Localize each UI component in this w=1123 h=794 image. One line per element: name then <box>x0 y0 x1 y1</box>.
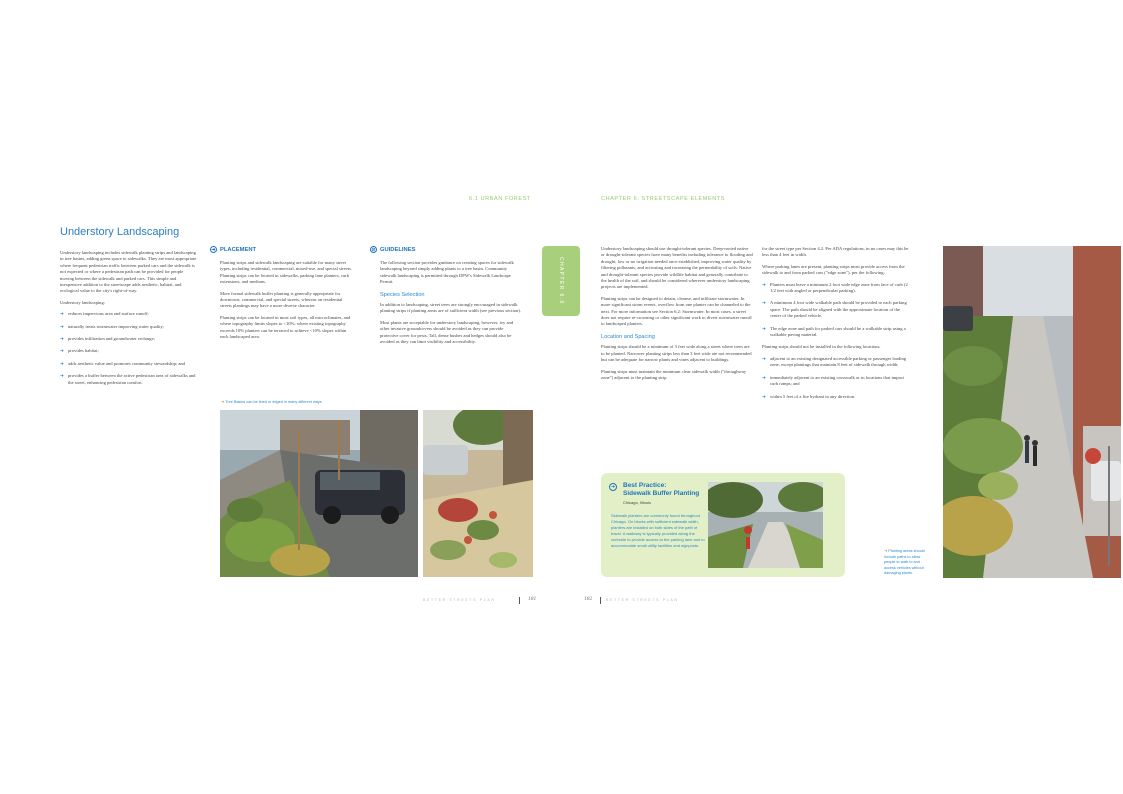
best-practice-box <box>601 473 845 577</box>
chapter-tab: CHAPTER 6.0 <box>542 246 580 316</box>
photo-caption-left: ➜ Tree Basins can be lined or edged in many different ways <box>221 400 322 404</box>
arrow-icon: ➜ <box>884 549 888 553</box>
guidelines-heading: ⊘ GUIDELINES <box>371 246 416 253</box>
intro-paragraph: Understory landscaping includes sidewalk planting strips and landscaping in tree basins, adding green space to sidewalks. They are most appropriate where frequent pedestrian traffic between parked cars and the sidewalk is not expected or where a pedestrian path can be provided for people moving between the sidewalk and parked cars. This simple and inexpensive addition to the streetscape adds aesthetic, habitat, and ecological value to the city's right-of-way. <box>60 250 197 294</box>
location-heading: Location and Spacing <box>601 333 655 340</box>
arrow-circle-icon: ➜ <box>610 484 616 490</box>
list-item: ➜ within 5 feet of a fire hydrant in any direction. <box>762 394 910 400</box>
photo-caption-right: ➜ Planting areas should include paths to allow people to walk to and access vehicles without damaging plants. <box>884 549 925 575</box>
placement-heading: ➜ PLACEMENT <box>211 246 257 253</box>
chicago-planter-image <box>708 482 823 568</box>
body-paragraph: Planting strips can be designed to detain, cleanse, and infiltrate stormwater. In more significant storm events, overflow from one planter can be channeled to the next. For more information see Section 6.2: Stormwater. In most cases, a street does not require re-crowning or other significant work to divert stormwater runoff to landscaped planters. <box>601 295 752 327</box>
right-column-2 <box>762 246 910 406</box>
body-paragraph: Planting strips should not be installed in the following locations: <box>762 344 881 350</box>
edge-zone-list <box>762 282 910 339</box>
list-item: ➜ A minimum 4 foot wide walkable path should be provided to each parking space. The path should be aligned with the approximate location of the center of the parked vehicle. <box>762 300 910 319</box>
sidewalk-planting-image <box>220 410 418 577</box>
list-item: ➜ provides a buffer between the active pedestrian area of sidewalks and the street, enhancing pedestrian comfort. <box>60 373 198 386</box>
page-number-left: 181 <box>528 596 537 602</box>
photo-long-sidewalk <box>943 246 1121 578</box>
front-yard-planting-image <box>423 410 533 577</box>
best-practice-text: Sidewalk planters are commonly found throughout Chicago. On blocks with sufficient sidewalk width, planters are installed on both sides of the path of travel. A walkway is typically provided along the curbside to provide access to the parking lane and to accommodate small utility facilities and signposts. <box>611 513 705 548</box>
body-paragraph: Understory landscaping should use drought-tolerant species. Deep-rooted native or drought-tolerant species have many benefits including tolerance to flooding and drought, low or no irrigation needed once established, improving water quality by filtering pollutants, and activating and increasing the permeability of soils. Native and drought-tolerant species provide wildlife habitat and generally contribute to the health of the soil, and should be considered wherever understory landscaping projects are implemented. <box>601 246 753 290</box>
photo-chicago-planter <box>708 482 823 568</box>
compass-icon: ➜ <box>211 246 216 253</box>
locations-list <box>762 356 910 400</box>
location-paragraph: Planting strips should be a minimum of 3 feet wide along a street where trees are to be planted. Narrower planting strips less than 3 feet wide are not recommended but can be adequate for narrow plants and vines adjacent to buildings. <box>601 344 752 363</box>
list-item: ➜ adds aesthetic value and promotes community stewardship; and <box>60 361 198 367</box>
photo-sidewalk-planting <box>220 410 418 577</box>
placement-section <box>210 246 352 345</box>
list-item: ➜ The edge zone and path for parked cars should be a walkable strip using a walkable paving material. <box>762 326 910 339</box>
long-sidewalk-image <box>943 246 1121 578</box>
placement-paragraph: Planting strips and sidewalk landscaping are suitable for many street types, including residential, commercial, mixed-use, and special streets. Planting strips can be located in sidewalks, parking lane planters, curb extensions, and medians. <box>220 260 352 285</box>
best-practice-location: Chicago, Illinois <box>623 500 652 505</box>
photo-front-yard-planting <box>423 410 533 577</box>
list-item: ➜ adjacent to an existing designated accessible parking or passenger loading zone, except plantings that maintain 8 feet of sidewalk through width; <box>762 356 910 369</box>
footer-divider <box>519 597 520 604</box>
species-paragraph: Most plants are acceptable for understory landscaping, however, ivy and other invasive groundcovers should be avoided as they can provide protective cover for pests. Tall, dense bushes and hedges should also be avoided as they can limit visibility and accessibility. <box>380 319 514 345</box>
species-heading: Species Selection <box>380 291 425 298</box>
body-paragraph: Where parking lanes are present, planting strips must provide access from the sidewalk to and from parked cars ("edge zone"), per the following: <box>762 263 905 276</box>
intro-column <box>60 250 198 392</box>
list-item: ➜ provides habitat; <box>60 348 198 354</box>
list-item: ➜ immediately adjacent to an existing crosswalk or in locations that impact curb ramps; and <box>762 375 910 388</box>
body-paragraph: for the street type per Section 4.2. Per ADA regulations, in no cases may this be less than 4 feet in width. <box>762 246 909 258</box>
no-symbol-icon: ⊘ <box>371 246 376 253</box>
list-item: ➜ reduces impervious area and surface runoff; <box>60 311 198 317</box>
species-paragraph: In addition to landscaping, street trees are strongly encouraged in sidewalk planting strips if planting areas are of sufficient width (see previous section). <box>380 302 522 314</box>
placement-paragraph: More formal sidewalk buffer planting is generally appropriate for downtown, commercial, and special streets, whereas on residential streets plantings may have a more diverse character. <box>220 290 343 309</box>
arrow-icon: ➜ <box>221 400 225 404</box>
guidelines-section <box>370 246 522 350</box>
page-number-right: 182 <box>584 596 593 602</box>
header-section: 6.1 URBAN FOREST <box>469 196 531 202</box>
footer-divider <box>600 597 601 604</box>
benefits-list <box>60 311 198 386</box>
placement-paragraph: Planting strips can be located in most soil types, all microclimates, and where topography limits slopes to <10%; where existing topography exceeds 10% planters can be terraced to achieve <10% slopes within each landscaped area. <box>220 314 351 340</box>
page-title: Understory Landscaping <box>60 226 180 238</box>
list-intro: Understory landscaping: <box>60 299 106 305</box>
header-chapter: CHAPTER 6: STREETSCAPE ELEMENTS <box>601 196 726 202</box>
best-practice-title: Best Practice: Sidewalk Buffer Planting <box>623 482 700 497</box>
list-item: ➜ naturally treats stormwater improving water quality; <box>60 324 198 330</box>
location-paragraph: Planting strips must maintain the minimum clear sidewalk width ("throughway zone") adjacent to the planting strip <box>601 368 747 380</box>
footer-left: BETTER STREETS PLAN <box>423 598 496 602</box>
guidelines-paragraph: The following section provides guidance on creating spaces for sidewalk landscaping beyond simply adding plants to a tree basin. Community sidewalk landscaping is permitted through DPW's Sidewalk Landscape Permit. <box>380 260 514 285</box>
right-column-1 <box>601 246 753 386</box>
list-item: ➜ Planters must leave a minimum 2 foot wide edge zone from face of curb (2 1/2 feet with angled or perpendicular parking). <box>762 282 910 295</box>
list-item: ➜ provides infiltration and groundwater recharge; <box>60 336 198 342</box>
footer-right: BETTER STREETS PLAN <box>606 598 679 602</box>
